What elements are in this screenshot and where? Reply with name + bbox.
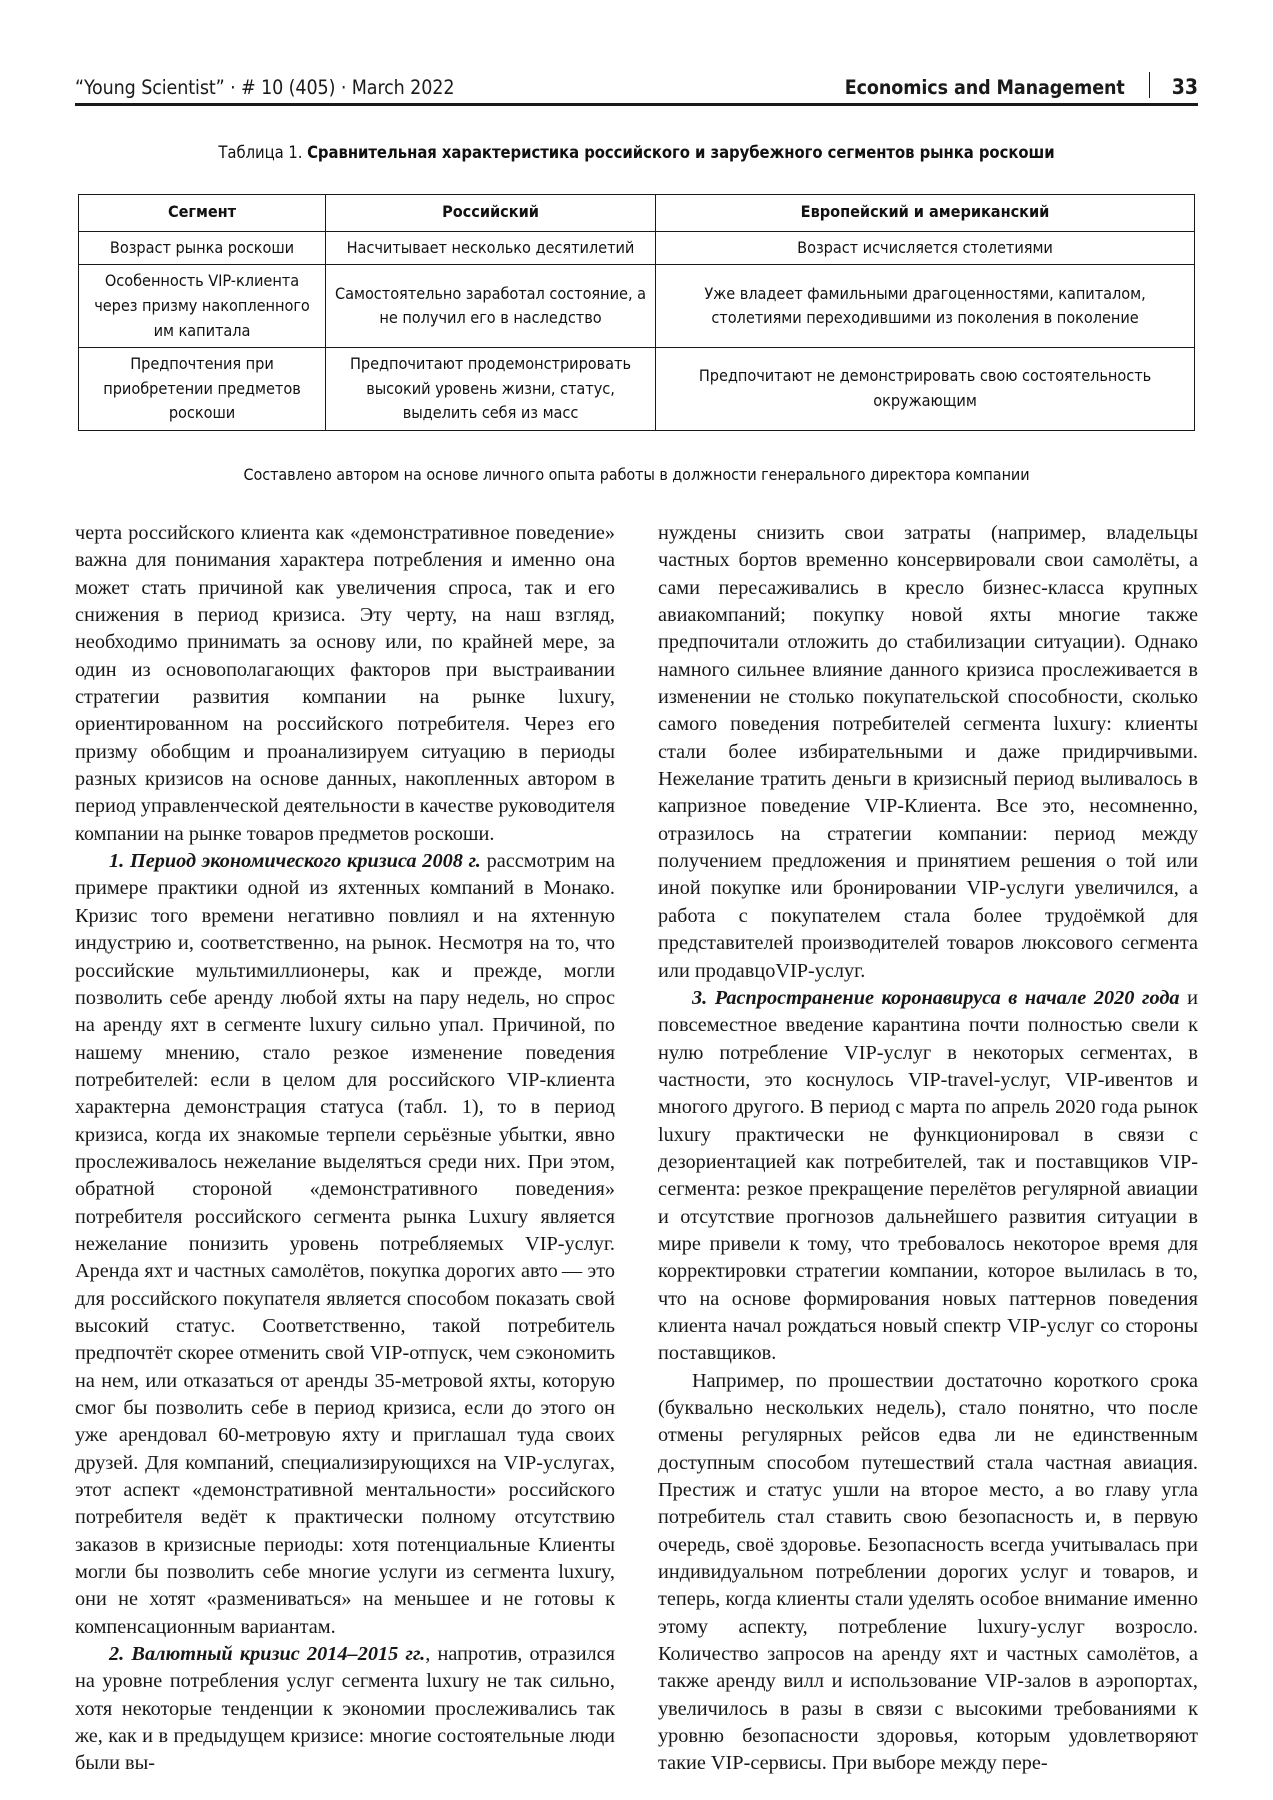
cell-segment: Предпочтения при приобретении предметов роскоши (79, 348, 326, 431)
paragraph-right-2-text: и повсеместное введение карантина почти полностью свели к нулю потребление VIP-услуг в некоторых сегментах, в частности, это коснулось VIP-travel-услуг, VIP-ивентов и многого другого. В период с марта по апрель 2020 года рынок luxury практически не функционировал в связи с дезориентацией как потребителей, так и поставщиков VIP-сегмента: резкое прекращение перелётов регулярной авиации и отсутствие прогнозов дальнейшего развития ситуации в мире привели к тому, что требовалось некоторое время для корректировки стратегии компании, которое вылилась в то, что на основе формирования новых паттернов поведения клиента начал рождаться новый спектр VIP-услуг со стороны поставщиков. (658, 986, 1198, 1365)
cell-russian: Насчитывает несколько десятилетий (326, 231, 656, 265)
page-number: 33 (1171, 75, 1198, 99)
header-divider (1149, 72, 1150, 98)
running-head (75, 68, 1198, 99)
paragraph-left-1: черта российского клиента как «демонстративное поведение» важна для понимания характера потребления и именно она может стать причиной как увеличения спроса, так и его снижения в период кризиса. Эту черту, на наш взгляд, необходимо принимать за основу или, по крайней мере, за один из основополагающих факторов при выстраивании стратегии развития компании на рынке luxury, ориентированном на российского потребителя. Через его призму обобщим и проанализируем ситуацию в периоды разных кризисов на основе данных, накопленных автором в период управленческой деятельности в качестве руководителя компании на рынке товаров предметов роскоши. (75, 522, 615, 845)
column-header-russian: Российский (326, 195, 656, 232)
table-row (79, 231, 1195, 265)
section-title: Economics and Management (844, 76, 1125, 99)
runin-heading-currency-crisis: 2. Валютный кризис 2014–2015 гг. (109, 1643, 426, 1666)
running-head-right (845, 68, 1198, 99)
cell-foreign: Возраст исчисляется столетиями (656, 231, 1195, 265)
cell-foreign: Уже владеет фамильными драгоценностями, капиталом, столетиями переходившими из поколения в поколение (656, 265, 1195, 348)
right-column (658, 520, 1198, 1775)
table-caption-number: Таблица 1. (218, 143, 308, 162)
comparison-table (78, 194, 1195, 431)
cell-russian: Предпочитают продемонстрировать высокий уровень жизни, статус, выделить себя из масс (326, 348, 656, 431)
table-row (79, 348, 1195, 431)
cell-segment: Особенность VIP-клиента через призму накопленного им капитала (79, 265, 326, 348)
table-source-note: Составлено автором на основе личного опыта работы в должности генерального директора компании (243, 465, 1030, 484)
runin-heading-coronavirus-2020: 3. Распространение коронавируса в начале 2020 года (692, 986, 1180, 1009)
left-column (75, 520, 616, 1775)
header-horizontal-rule (75, 103, 1198, 106)
paragraph-right-1: нуждены снизить свои затраты (например, владельцы частных бортов временно консервировали свои самолёты, а сами пересаживались в кресло бизнес-класса крупных авиакомпаний; покупку новой яхты многие также предпочитали отложить до стабилизации ситуации). Однако намного сильнее влияние данного кризиса прослеживается в изменении не столько покупательской способности, сколько самого поведения потребителей сегмента luxury: клиенты стали более избирательными и даже придирчивыми. Нежелание тратить деньги в кризисный период выливалось в капризное поведение VIP-Клиента. Все это, несомненно, отразилось на стратегии компании: период между получением предложения и принятием решения о той или иной покупке или бронировании VIP-услуги увеличился, а работа с покупателем стала более трудоёмкой для представителей производителей товаров люксового сегмента или продавцоVIP-услуг. (658, 522, 1198, 982)
table-header-row (79, 195, 1195, 232)
paragraph-right-3: Например, по прошествии достаточно короткого срока (буквально нескольких недель), стало понятно, что после отмены регулярных рейсов едва ли не единственным доступным способом путешествий стала частная авиация. Престиж и статус ушли на второе место, а во главу угла потребитель стал ставить свою безопасность и, в первую очередь, своё здоровье. Безопасность всегда учитывалась при индивидуальном потреблении дорогих услуг и товаров, и теперь, когда клиенты стали уделять особое внимание именно этому аспекту, потребление luxury-услуг возросло. Количество запросов на аренду яхт и частных самолётов, а также аренду вилл и использование VIP-залов в аэропортах, увеличилось в разы в связи с высокими требованиями к уровню безопасности здоровья, которым удовлетворяют такие VIP-сервисы. При выборе между пере- (658, 1369, 1198, 1775)
runin-heading-crisis-2008: 1. Период экономического кризиса 2008 г. (109, 850, 481, 873)
paragraph-left-2-text: рассмотрим на примере практики одной из яхтенных компаний в Монако. Кризис того времени негативно повлиял и на яхтенную индустрию и, соответственно, на рынок. Несмотря на то, что российские мультимиллионеры, как и прежде, могли позволить себе аренду любой яхты на пару недель, но спрос на аренду яхт в сегменте luxury сильно упал. Причиной, по нашему мнению, стало резкое изменение поведения потребителей: если в целом для российского VIP-клиента характерна демонстрация статуса (табл. 1), то в период кризиса, когда их знакомые терпели серьёзные убытки, явно прослеживалось нежелание выделяться среди них. При этом, обратной стороной «демонстративного поведения» потребителя российского сегмента рынка Luxury является нежелание понизить уровень потребляемых VIP-услуг. Аренда яхт и частных самолётов, покупка дорогих авто — это для российского покупателя является способом показать свой высокий статус. Соответственно, такой потребитель предпочтёт скорее отменить свой VIP-отпуск, чем сэкономить на нем, или отказаться от аренды 35-метровой яхты, которую смог бы позволить себе в период кризиса, если до этого он уже арендовал 60-метровую яхту и приглашал туда своих друзей. Для компаний, специализирующихся на VIP-услугах, этот аспект «демонстративной ментальности» российского потребителя ведёт к практически полному отсутствию заказов в кризисные периоды: хотя потенциальные Клиенты могли бы позволить себе многие услуги из сегмента luxury, они не хотят «размениваться» на меньшее и не готовы к компенсационным вариантам. (75, 850, 616, 1638)
column-header-segment: Сегмент (79, 195, 326, 232)
table-caption (75, 143, 1198, 162)
cell-foreign: Предпочитают не демонстрировать свою состоятельность окружающим (656, 348, 1195, 431)
table-caption-title: Сравнительная характеристика российского и зарубежного сегментов рынка роскоши (307, 143, 1055, 162)
paragraph-left-2 (75, 848, 615, 1641)
column-header-foreign: Европейский и американский (656, 195, 1195, 232)
paragraph-right-2 (658, 985, 1198, 1368)
journal-issue-line: “Young Scientist” · # 10 (405) · March 2022 (75, 76, 455, 99)
paragraph-left-3-text: , напротив, отразился на уровне потребления услуг сегмента luxury не так сильно, хотя некоторые тенденции к экономии прослеживались так же, как и в предыдущем кризисе: многие состоятельные люди были вы- (75, 1643, 615, 1775)
body-columns (75, 520, 1198, 1775)
cell-segment: Возраст рынка роскоши (79, 231, 326, 265)
paragraph-left-3 (75, 1641, 615, 1778)
comparison-table-wrapper (78, 194, 1194, 431)
table-row (79, 265, 1195, 348)
cell-russian: Самостоятельно заработал состояние, а не получил его в наследство (326, 265, 656, 348)
